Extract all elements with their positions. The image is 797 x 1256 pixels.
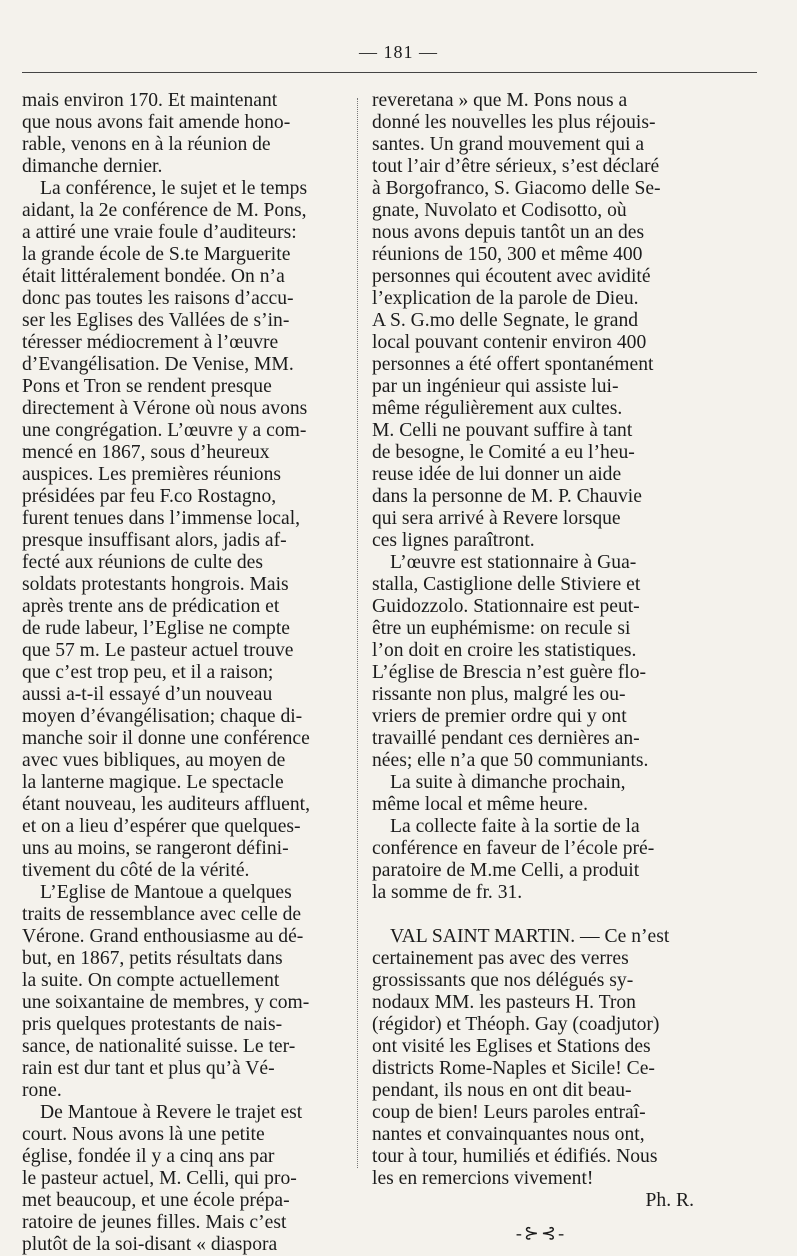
- text-line: que 57 m. Le pasteur actuel trouve: [22, 640, 294, 661]
- text-line: reuse idée de lui donner un aide: [372, 464, 622, 485]
- text-line: La suite à dimanche prochain,: [390, 772, 626, 793]
- ornament: -⊱⊰-: [515, 1223, 567, 1243]
- text-line: le pasteur actuel, M. Celli, qui pro-: [22, 1168, 297, 1189]
- text-line: La collecte faite à la sortie de la: [390, 816, 640, 837]
- text-line: uns au moins, se rangeront défini-: [22, 838, 289, 859]
- text-line: être un euphémisme: on recule si: [372, 618, 631, 639]
- text-line: réunions de 150, 300 et même 400: [372, 244, 643, 265]
- text-line: une congrégation. L’œuvre y a com-: [22, 420, 307, 441]
- text-line: ratoire de jeunes filles. Mais c’est: [22, 1212, 287, 1233]
- text-line: coup de bien! Leurs paroles entraî-: [372, 1102, 646, 1123]
- text-line: paratoire de M.me Celli, a produit: [372, 860, 640, 881]
- text-line: personnes qui écoutent avec avidité: [372, 266, 651, 287]
- text-line: directement à Vérone où nous avons: [22, 398, 308, 419]
- text-line: téresser médiocrement à l’œuvre: [22, 332, 279, 353]
- text-line: ont visité les Eglises et Stations des: [372, 1036, 651, 1057]
- text-line: avec vues bibliques, au moyen de: [22, 750, 286, 771]
- text-line: qui sera arrivé à Revere lorsque: [372, 508, 621, 529]
- text-line: donc pas toutes les raisons d’accu-: [22, 288, 294, 309]
- text-line: même régulièrement aux cultes.: [372, 398, 623, 419]
- text-line: A S. G.mo delle Segnate, le grand: [372, 310, 639, 331]
- text-line: la lanterne magique. Le spectacle: [22, 772, 284, 793]
- text-line: fecté aux réunions de culte des: [22, 552, 264, 573]
- text-line: ces lignes paraîtront.: [372, 530, 535, 551]
- text-line: étant nouveau, les auditeurs affluent,: [22, 794, 311, 815]
- text-line: une soixantaine de membres, y com-: [22, 992, 310, 1013]
- text-line: à Borgofranco, S. Giacomo delle Se-: [372, 178, 661, 199]
- text-line: gnate, Nuvolato et Codisotto, où: [372, 200, 627, 221]
- text-line: VAL SAINT MARTIN. — Ce n’est: [390, 926, 670, 947]
- left-column: [22, 90, 367, 1256]
- text-line: l’on doit en croire les statistiques.: [372, 640, 637, 661]
- text-line: but, en 1867, petits résultats dans: [22, 948, 283, 969]
- text-line: rable, venons en à la réunion de: [22, 134, 271, 155]
- text-line: rain est dur tant et plus qu’à Vé-: [22, 1058, 275, 1079]
- text-line: traits de ressemblance avec celle de: [22, 904, 302, 925]
- text-line: église, fondée il y a cinq ans par: [22, 1146, 275, 1167]
- text-line: L’Eglise de Mantoue a quelques: [40, 882, 292, 903]
- text-line: soldats protestants hongrois. Mais: [22, 574, 289, 595]
- text-line: nées; elle n’a que 50 communiants.: [372, 750, 649, 771]
- text-line: sance, de nationalité suisse. Le ter-: [22, 1036, 296, 1057]
- text-line: Pons et Tron se rendent presque: [22, 376, 272, 397]
- text-line: certainement pas avec des verres: [372, 948, 629, 969]
- text-line: met beaucoup, et une école prépa-: [22, 1190, 290, 1211]
- text-line: rissante non plus, malgré les ou-: [372, 684, 626, 705]
- text-line: stalla, Castiglione delle Stiviere et: [372, 574, 641, 595]
- text-line: la suite. On compte actuellement: [22, 970, 280, 991]
- text-line: aussi a-t-il essayé d’un nouveau: [22, 684, 273, 705]
- text-line: dans la personne de M. P. Chauvie: [372, 486, 642, 507]
- text-line: était littéralement bondée. On n’a: [22, 266, 285, 287]
- text-line: reveretana » que M. Pons nous a: [372, 90, 628, 111]
- text-line: districts Rome-Naples et Sicile! Ce-: [372, 1058, 655, 1079]
- text-line: donné les nouvelles les plus réjouis-: [372, 112, 656, 133]
- text-line: que c’est trop peu, et il a raison;: [22, 662, 274, 683]
- text-line: furent tenues dans l’immense local,: [22, 508, 301, 529]
- text-line: ser les Eglises des Vallées de s’in-: [22, 310, 290, 331]
- text-line: de besogne, le Comité a eu l’heu-: [372, 442, 635, 463]
- text-line: local pouvant contenir environ 400: [372, 332, 647, 353]
- text-line: conférence en faveur de l’école pré-: [372, 838, 655, 859]
- text-line: moyen d’évangélisation; chaque di-: [22, 706, 303, 727]
- text-line: personnes a été offert spontanément: [372, 354, 654, 375]
- text-line: et on a lieu d’espérer que quelques-: [22, 816, 301, 837]
- text-line: L’œuvre est stationnaire à Gua-: [390, 552, 637, 573]
- text-line: de rude labeur, l’Eglise ne compte: [22, 618, 290, 639]
- text-line: vriers de premier ordre qui y ont: [372, 706, 627, 727]
- text-line: présidées par feu F.co Rostagno,: [22, 486, 277, 507]
- text-line: dimanche dernier.: [22, 156, 163, 177]
- text-line: manche soir il donne une conférence: [22, 728, 310, 749]
- text-line: court. Nous avons là une petite: [22, 1124, 265, 1145]
- text-line: presque insuffisant alors, jadis af-: [22, 530, 287, 551]
- text-line: plutôt de la soi-disant « diaspora: [22, 1234, 278, 1255]
- text-line: Vérone. Grand enthousiasme au dé-: [22, 926, 304, 947]
- text-line: La conférence, le sujet et le temps: [40, 178, 308, 199]
- text-line: nantes et convainquantes nous ont,: [372, 1124, 645, 1145]
- text-line: les en remercions vivement!: [372, 1168, 594, 1189]
- text-line: l’explication de la parole de Dieu.: [372, 288, 639, 309]
- text-line: De Mantoue à Revere le trajet est: [40, 1102, 303, 1123]
- text-line: mais environ 170. Et maintenant: [22, 90, 278, 111]
- text-line: la somme de fr. 31.: [372, 882, 523, 903]
- text-line: nous avons depuis tantôt un an des: [372, 222, 645, 243]
- text-line: après trente ans de prédication et: [22, 596, 280, 617]
- text-line: que nous avons fait amende hono-: [22, 112, 291, 133]
- text-line: pris quelques protestants de nais-: [22, 1014, 283, 1035]
- right-column: [372, 90, 710, 1244]
- signature: Ph. R.: [645, 1190, 694, 1211]
- text-line: travaillé pendant ces dernières an-: [372, 728, 640, 749]
- text-line: même local et même heure.: [372, 794, 588, 815]
- text-line: pendant, ils nous en ont dit beau-: [372, 1080, 632, 1101]
- text-line: mencé en 1867, sous d’heureux: [22, 442, 270, 463]
- text-line: tivement du côté de la vérité.: [22, 860, 250, 881]
- text-line: nodaux MM. les pasteurs H. Tron: [372, 992, 636, 1013]
- text-line: par un ingénieur qui assiste lui-: [372, 376, 619, 397]
- text-line: a attiré une vraie foule d’auditeurs:: [22, 222, 297, 243]
- text-line: rone.: [22, 1080, 62, 1101]
- text-line: M. Celli ne pouvant suffire à tant: [372, 420, 633, 441]
- text-line: auspices. Les premières réunions: [22, 464, 281, 485]
- text-line: (régidor) et Théoph. Gay (coadjutor): [372, 1014, 660, 1035]
- text-line: tout l’air d’être sérieux, s’est déclaré: [372, 156, 660, 177]
- text-line: Guidozzolo. Stationnaire est peut-: [372, 596, 640, 617]
- text-line: santes. Un grand mouvement qui a: [372, 134, 645, 155]
- text-line: d’Evangélisation. De Venise, MM.: [22, 354, 294, 375]
- text-line: aidant, la 2e conférence de M. Pons,: [22, 200, 307, 221]
- text-line: L’église de Brescia n’est guère flo-: [372, 662, 647, 683]
- text-line: grossissants que nos délégués sy-: [372, 970, 634, 991]
- page-number: — 181 —: [359, 42, 438, 62]
- header-rule: [22, 72, 757, 73]
- text-line: tour à tour, humiliés et édifiés. Nous: [372, 1146, 658, 1167]
- text-line: la grande école de S.te Marguerite: [22, 244, 291, 265]
